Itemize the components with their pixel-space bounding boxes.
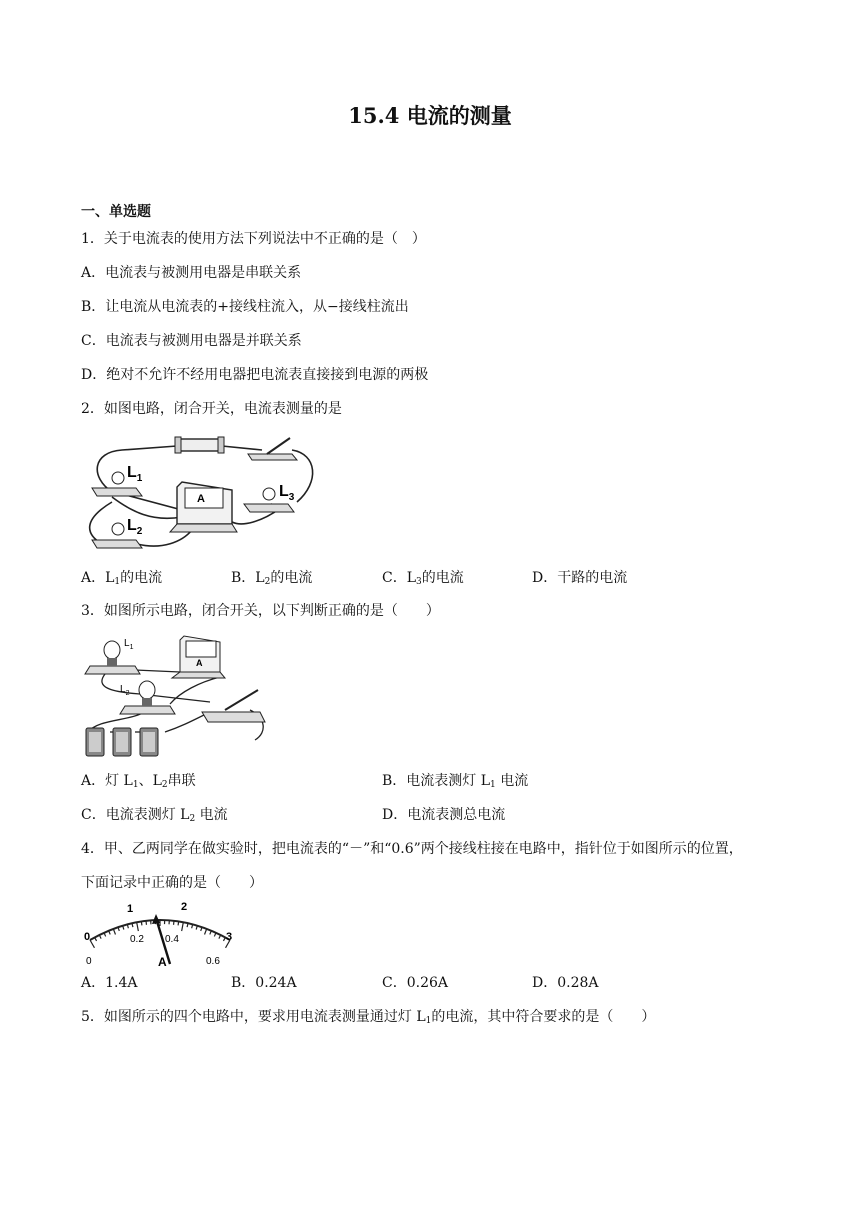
- q5-stem: 5．如图所示的四个电路中，要求用电流表测量通过灯 $L_1$的电流，其中符合要求的是（ ）: [81, 1009, 656, 1026]
- q2-option-b: B．$L_2$的电流: [231, 570, 313, 587]
- q2-stem: 2．如图电路，闭合开关，电流表测量的是: [81, 401, 342, 417]
- q2-option-a: A．$L_1$的电流: [81, 570, 163, 587]
- svg-text:L2: $L_2$: [120, 684, 130, 697]
- scale-tick: [141, 921, 142, 925]
- scale-tick: [109, 931, 111, 935]
- q4-option-b: B．0.24A: [231, 975, 297, 991]
- svg-text:0.4: 0.4: [165, 934, 179, 945]
- q3-option-c: C．电流表测灯 $L_2$ 电流: [81, 807, 228, 824]
- q2-option-c: C．$L_3$的电流: [382, 570, 464, 587]
- svg-text:L3: $L_3$: [279, 483, 295, 503]
- q4-stem-line1: 4．甲、乙两同学在做实验时，把电流表的“－”和“0.6”两个接线柱接在电路中，指针位于如图所示的位置，: [81, 841, 743, 857]
- q3-meter-label: A: [196, 658, 203, 668]
- scale-tick: [210, 931, 212, 935]
- q2-option-d: D．干路的电流: [532, 570, 628, 586]
- svg-text:0.6: 0.6: [206, 956, 220, 967]
- scale-tick: [182, 922, 184, 931]
- scale-tick: [137, 922, 139, 931]
- svg-text:0.2: 0.2: [130, 934, 144, 945]
- scale-tick: [178, 921, 179, 925]
- q4-option-a: A．1.4A: [81, 975, 138, 991]
- svg-text:1: 1: [127, 903, 134, 915]
- scale-tick: [113, 929, 115, 935]
- svg-text:L1: $L_1$: [124, 638, 134, 651]
- svg-text:0: 0: [86, 956, 92, 967]
- q3-stem: 3．如图所示电路，闭合开关，以下判断正确的是（ ）: [81, 603, 440, 619]
- q2-meter-label: A: [197, 493, 205, 505]
- q1-option-c: C．电流表与被测用电器是并联关系: [81, 333, 302, 349]
- q2-circuit-figure: [82, 432, 322, 554]
- svg-text:2: 2: [181, 901, 188, 913]
- section-heading: 一、单选题: [81, 204, 151, 220]
- page-title: 15.4 电流的测量: [348, 103, 512, 128]
- svg-text:L1: $L_1$: [127, 464, 143, 484]
- q3-option-d: D．电流表测总电流: [382, 807, 506, 823]
- scale-tick: [205, 929, 207, 935]
- scale-tick: [95, 937, 97, 941]
- svg-text:A: A: [158, 955, 167, 968]
- q3-option-a: A．灯 $L_1$、$L_2$串联: [81, 773, 196, 790]
- q1-option-d: D．绝对不允许不经用电器把电流表直接接到电源的两极: [81, 367, 429, 383]
- q3-option-b: B．电流表测灯 $L_1$ 电流: [382, 773, 529, 790]
- q4-option-c: C．0.26A: [382, 975, 448, 991]
- scale-tick: [214, 933, 216, 937]
- svg-text:3: 3: [226, 931, 233, 943]
- scale-tick: [90, 940, 94, 948]
- scale-tick: [104, 933, 106, 937]
- scale-tick: [99, 935, 101, 939]
- q1-option-a: A．电流表与被测用电器是串联关系: [81, 265, 302, 281]
- q3-circuit-figure: [80, 632, 272, 758]
- svg-text:0: 0: [84, 931, 91, 943]
- q4-stem-line2: 下面记录中正确的是（ ）: [81, 875, 263, 891]
- scale-tick: [219, 935, 221, 939]
- q4-ammeter-scale: [80, 898, 240, 968]
- q1-stem: 1．关于电流表的使用方法下列说法中不正确的是（ ）: [81, 231, 426, 247]
- q1-option-b: B．让电流从电流表的+接线柱流入，从−接线柱流出: [81, 299, 409, 315]
- q4-option-d: D．0.28A: [532, 975, 599, 991]
- svg-text:L2: $L_2$: [127, 517, 143, 537]
